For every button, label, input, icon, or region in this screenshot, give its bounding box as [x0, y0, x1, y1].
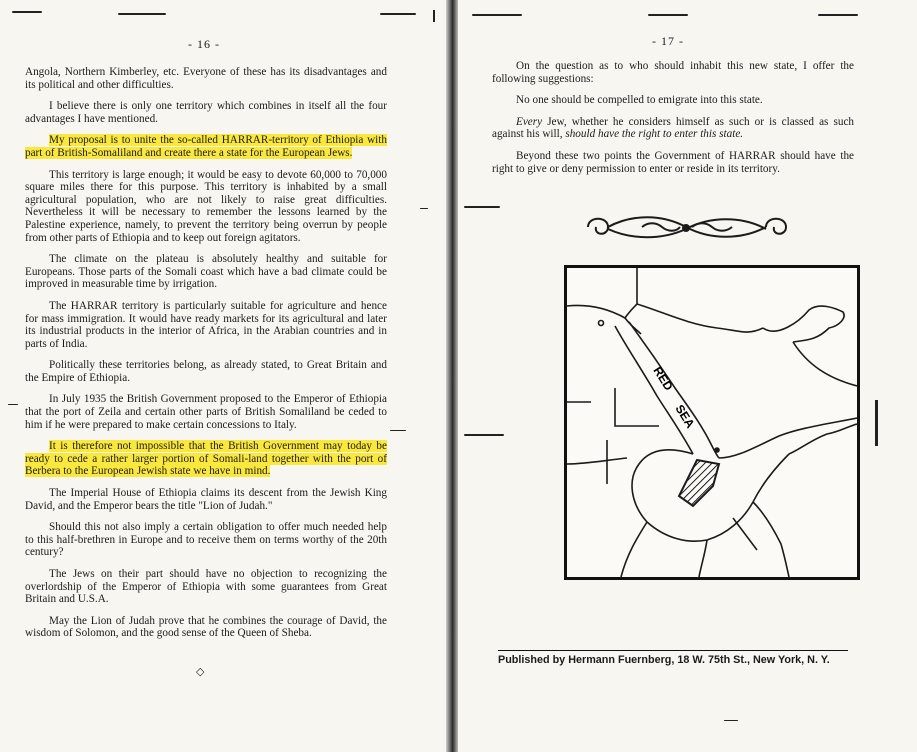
paragraph — [25, 521, 387, 559]
paragraph: Beyond these two points the Government of HARRAR should have the right to give or deny permission to enter or reside in its territory. — [492, 149, 854, 175]
map-label-red: RED — [650, 364, 676, 394]
paragraph-text: May the Lion of Judah prove that he combines the courage of David, the wisdom of Solomon, and the good sense of the Queen of Sheba. — [25, 614, 387, 640]
right-page — [458, 0, 917, 752]
scan-mark — [464, 434, 504, 436]
paragraph-text: In July 1935 the British Government proposed to the Emperor of Ethiopia that the port of Zeila and certain other parts of British Somaliland be ceded to him if he were prepared to make certain concessions to Italy. — [25, 393, 387, 431]
paragraph — [25, 440, 387, 478]
map-label-sea: SEA — [672, 402, 698, 431]
scan-mark — [420, 208, 428, 209]
scan-mark — [464, 206, 500, 208]
scan-mark — [12, 11, 42, 13]
scan-mark — [648, 14, 688, 16]
scan-mark — [472, 14, 522, 16]
paragraph — [25, 66, 387, 91]
paragraph — [25, 134, 387, 159]
scan-mark — [8, 404, 18, 405]
highlighted-text: My proposal is to unite the so-called HARRAR-territory of Ethiopia with part of British-Somaliland and create there a state for the European Jews. — [25, 134, 387, 159]
page-number: - 16 - — [188, 37, 220, 51]
scan-mark — [118, 13, 166, 15]
highlighted-text: It is therefore not impossible that the British Government may today be ready to cede a rather larger portion of Somali-land together with the port of Berbera to the European Jewish state we have in mind. — [25, 440, 387, 478]
publisher-line: Published by Hermann Fuernberg, 18 W. 75th St., New York, N. Y. — [498, 650, 848, 666]
paragraph-text: Should this not also imply a certain obligation to offer much needed help to this half-brethren in Europe and to receive them on terms worthy of the 20th century? — [25, 521, 387, 559]
left-body-text — [25, 66, 387, 649]
paragraph-text: The HARRAR territory is particularly suitable for agriculture and hence for mass immigration. It would have ready markets for its agricultural and later its industrial products in the interior of Africa, in the Arabian countries and in parts of India. — [25, 299, 387, 350]
paragraph-text: This territory is large enough; it would be easy to devote 60,000 to 70,000 square miles there for this purpose. This territory is inhabited by a small agricultural population, who are not likely to raise great difficulties. Nevertheless it will be necessary to remember the lessons learned by the Palestine experience, namely, to prevent the territory being overrun by people from other parts of Ethiopia and to keep out foreign agitators. — [25, 168, 387, 244]
map-frame — [564, 265, 860, 580]
paragraph — [25, 393, 387, 431]
harrar-territory — [679, 460, 719, 506]
paragraph-text: The Jews on their part should have no objection to recognizing the overlordship of the Emperor of Ethiopia with some guarantees from Great Britain and U.S.A. — [25, 568, 387, 606]
paragraph-text: The Imperial House of Ethiopia claims its descent from the Jewish King David, and the Emperor bears the title "Lion of Judah." — [25, 487, 387, 512]
paragraph — [25, 487, 387, 512]
paragraph — [25, 300, 387, 350]
scan-mark — [433, 10, 435, 22]
left-page — [0, 0, 446, 752]
paragraph — [25, 100, 387, 125]
paragraph — [25, 615, 387, 640]
paragraph — [492, 116, 854, 141]
paragraph: No one should be compelled to emigrate into this state. — [516, 94, 763, 107]
paragraph — [25, 169, 387, 245]
paragraph-text: The climate on the plateau is absolutely healthy and suitable for Europeans. Those parts of the Somali coast which have a bad climate could be improved in measurable time by irrigation. — [25, 253, 387, 291]
scan-mark — [390, 430, 406, 431]
paragraph: On the question as to who should inhabit this new state, I offer the following suggestions: — [492, 60, 854, 85]
book-gutter — [446, 0, 458, 752]
paragraph — [25, 359, 387, 384]
scroll-ornament-icon — [582, 210, 792, 244]
red-sea-map — [567, 268, 857, 577]
ornament-icon: ◇ — [196, 666, 205, 678]
scan-mark — [724, 720, 738, 721]
emphasis-text: should have the right to enter this state. — [565, 128, 744, 141]
scan-mark — [818, 14, 858, 16]
paragraph-text: I believe there is only one territory which combines in itself all the four advantages I have mentioned. — [25, 100, 387, 125]
emphasis-text: Every — [516, 115, 543, 128]
paragraph-text: Politically these territories belong, as already stated, to Great Britain and the Empire of Ethiopia. — [25, 359, 387, 384]
scan-mark — [380, 13, 416, 15]
right-body-text — [492, 60, 854, 184]
paragraph — [25, 568, 387, 606]
page-number: - 17 - — [652, 34, 684, 48]
paragraph-text: Angola, Northern Kimberley, etc. Everyone of these has its disadvantages and its political and other difficulties. — [25, 66, 387, 91]
paragraph — [25, 253, 387, 291]
scan-mark — [875, 400, 878, 446]
paragraph-text: Jew, whether he considers himself as such or is classed as such against his will, — [492, 115, 854, 141]
